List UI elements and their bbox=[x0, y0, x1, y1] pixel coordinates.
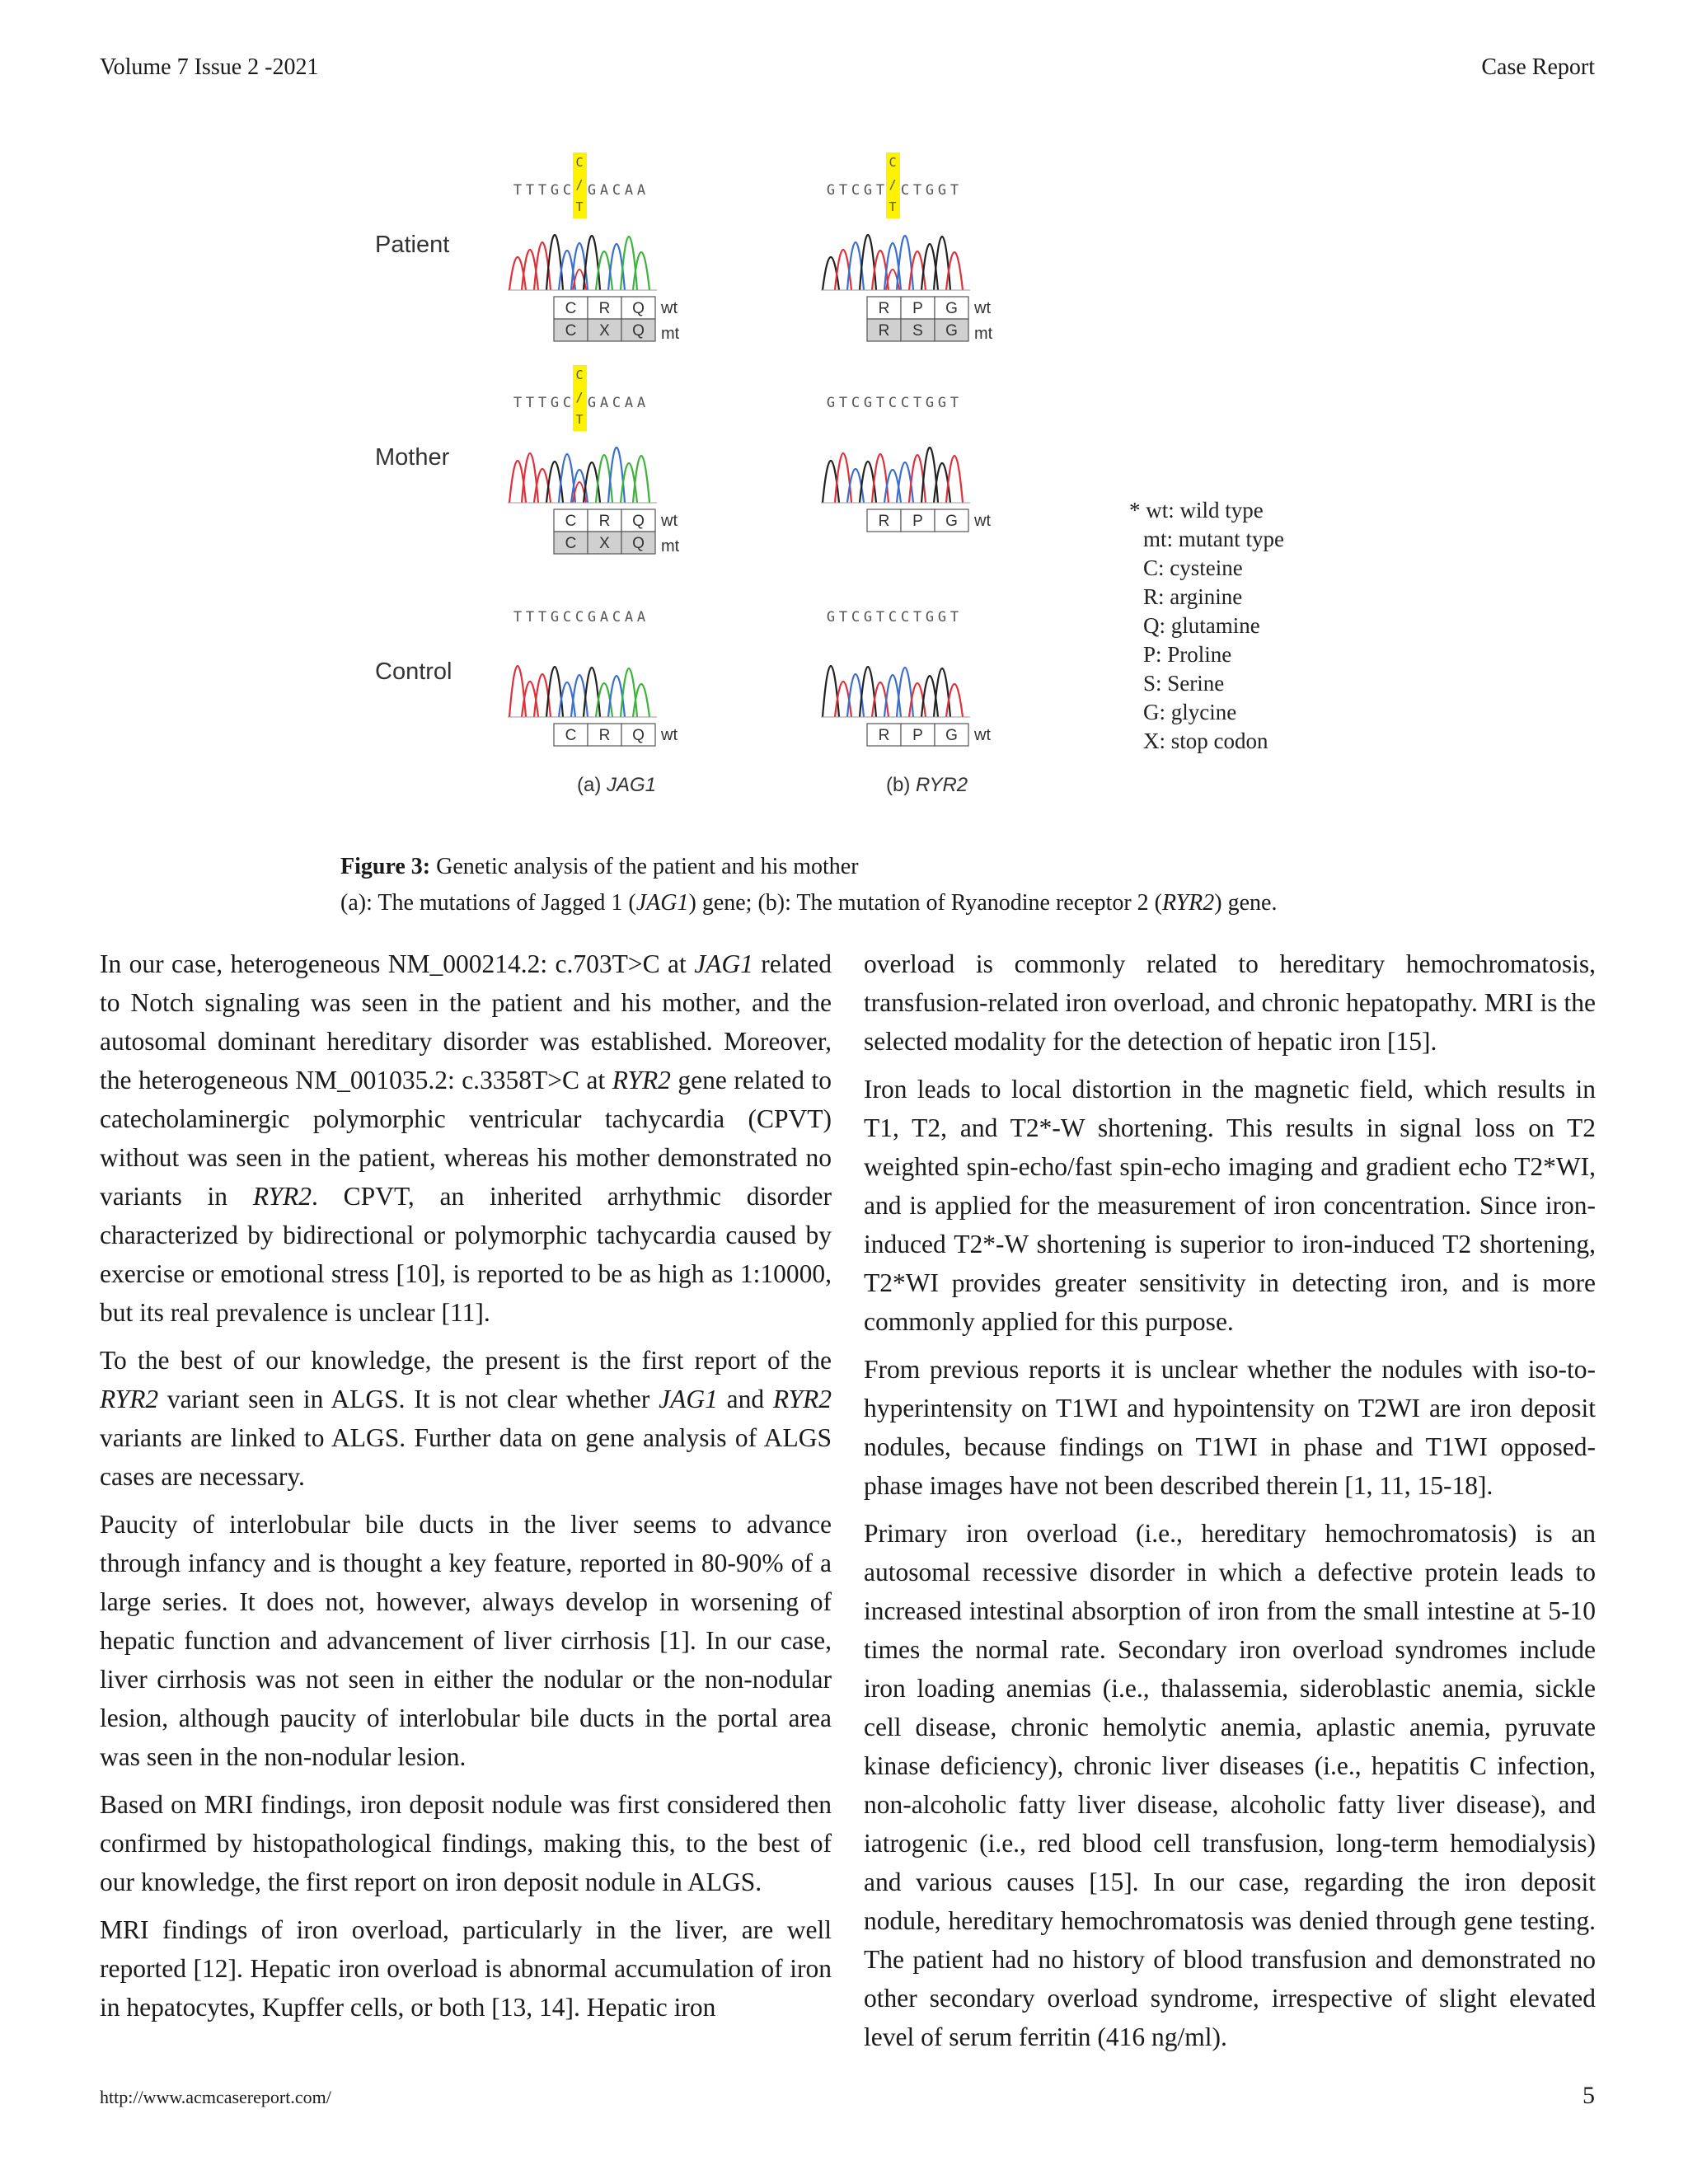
jag1-mt-amino-acid: X bbox=[599, 322, 610, 340]
jag1-base: C bbox=[612, 395, 621, 411]
ryr2-base: T bbox=[912, 395, 922, 411]
legend-entry: X: stop codon bbox=[1143, 729, 1268, 753]
ryr2-base: C bbox=[888, 395, 898, 411]
figure-caption bbox=[340, 849, 1577, 921]
ryr2-base: C bbox=[900, 182, 910, 199]
jag1-wt-amino-acid: R bbox=[598, 513, 611, 530]
ryr2-mt-amino-acid: S bbox=[912, 322, 923, 340]
paragraph bbox=[864, 1514, 1596, 2056]
ryr2-base: G bbox=[937, 395, 947, 411]
journal-url[interactable]: http://www.acmcasereport.com/ bbox=[100, 2087, 331, 2107]
jag1-mt-amino-acid: C bbox=[565, 535, 577, 552]
text-run: and bbox=[717, 1385, 773, 1413]
caption-text: ) gene. bbox=[1214, 890, 1278, 916]
ryr2-base: G bbox=[826, 182, 836, 199]
ryr2-mt-label: mt bbox=[974, 325, 993, 343]
jag1-wt-amino-acid: C bbox=[565, 300, 577, 317]
gene-name: RYR2 bbox=[772, 1385, 832, 1413]
jag1-variant-base: T bbox=[575, 412, 584, 427]
text-run: variants are linked to ALGS. Further data on gene analysis of ALGS cases are necessary. bbox=[100, 1423, 832, 1491]
ryr2-base: G bbox=[937, 609, 947, 626]
jag1-base: T bbox=[513, 395, 523, 411]
ryr2-base: C bbox=[888, 609, 898, 626]
jag1-base: T bbox=[537, 182, 547, 199]
article-type: Case Report bbox=[1481, 54, 1595, 80]
legend-entry: C: cysteine bbox=[1143, 555, 1243, 580]
ryr2-mt-amino-acid: G bbox=[945, 322, 958, 340]
jag1-base: G bbox=[587, 182, 597, 199]
ryr2-base: T bbox=[875, 609, 885, 626]
caption-title: Genetic analysis of the patient and his mother bbox=[430, 854, 859, 879]
legend-entry: Q: glutamine bbox=[1143, 613, 1260, 638]
ryr2-base: T bbox=[912, 609, 922, 626]
ryr2-base: C bbox=[900, 395, 910, 411]
jag1-mt-amino-acid: X bbox=[599, 535, 610, 552]
text-run: To the best of our knowledge, the present is the first report of the bbox=[100, 1346, 832, 1375]
jag1-base: T bbox=[525, 609, 535, 626]
jag1-wt-amino-acid: C bbox=[565, 727, 577, 744]
jag1-base: T bbox=[513, 182, 523, 199]
text-run: gene related to catecholaminergic polymorphic ventricular tachycardia (CPVT) without was seen in the patient, whereas his mother demonstrated no variants in bbox=[100, 1066, 832, 1211]
paragraph bbox=[864, 944, 1596, 1061]
jag1-wt-amino-acid: Q bbox=[632, 300, 645, 317]
ryr2-wt-amino-acid: G bbox=[945, 513, 958, 530]
jag1-base: C bbox=[612, 609, 621, 626]
jag1-wt-label: wt bbox=[661, 512, 678, 530]
jag1-base: A bbox=[636, 395, 646, 411]
legend-entry: P: Proline bbox=[1143, 642, 1232, 667]
jag1-wt-label: wt bbox=[661, 299, 678, 317]
ryr2-base: C bbox=[900, 609, 910, 626]
jag1-base: G bbox=[587, 609, 597, 626]
jag1-wt-amino-acid: Q bbox=[632, 513, 645, 530]
ryr2-base: T bbox=[838, 609, 848, 626]
jag1-base: T bbox=[537, 609, 547, 626]
ryr2-base: T bbox=[912, 182, 922, 199]
text-run: related to Notch signaling was seen in the patient and his mother, and the autosomal dominant hereditary disorder was established. Moreover, the heterogeneous NM_001035.2: c.3358T>C at bbox=[100, 949, 832, 1094]
ryr2-wt-amino-acid: P bbox=[912, 727, 923, 744]
gene-name: RYR2 bbox=[252, 1182, 312, 1211]
panel-a-gene: JAG1 bbox=[607, 774, 657, 796]
paragraph bbox=[864, 1070, 1596, 1341]
jag1-base: C bbox=[562, 182, 572, 199]
caption-gene: RYR2 bbox=[1162, 890, 1215, 916]
jag1-peak bbox=[633, 684, 649, 717]
jag1-mt-amino-acid: Q bbox=[632, 535, 645, 552]
paragraph bbox=[100, 1785, 832, 1901]
legend-entry: mt: mutant type bbox=[1143, 527, 1284, 551]
ryr2-variant-base: T bbox=[889, 199, 897, 214]
ryr2-wt-label: wt bbox=[974, 726, 991, 744]
ryr2-wt-amino-acid: G bbox=[945, 300, 958, 317]
panel-a-label bbox=[577, 774, 656, 796]
ryr2-base: G bbox=[925, 395, 935, 411]
row-label-mother: Mother bbox=[375, 444, 450, 471]
row-label-control: Control bbox=[375, 658, 452, 685]
ryr2-wt-amino-acid: P bbox=[912, 300, 923, 317]
panel-a-prefix: (a) bbox=[577, 774, 607, 796]
jag1-base: C bbox=[574, 609, 584, 626]
jag1-mt-label: mt bbox=[661, 537, 680, 555]
jag1-base: G bbox=[550, 609, 560, 626]
row-label-patient: Patient bbox=[375, 232, 450, 258]
ryr2-base: C bbox=[851, 182, 860, 199]
text-run: Primary iron overload (i.e., hereditary hemochromatosis) is an autosomal recessive disorder in which a defective protein leads to increased intestinal absorption of iron from the small intestine at 5-10 times the normal rate. Secondary iron overload syndromes include iron loading anemias (i.e., thalassemia, sideroblastic anemia, sickle cell disease, chronic hemolytic anemia, aplastic anemia, pyruvate kinase deficiency), chronic liver diseases (i.e., hepatitis C infection, non-alcoholic fatty liver disease, alcoholic fatty liver disease), and iatrogenic (i.e., red blood cell transfusion, long-term hemodialysis) and various causes [15]. In our case, regarding the iron deposit nodule, hereditary hemochromatosis was denied through gene testing. The patient had no history of blood transfusion and demonstrated no other secondary overload syndrome, irrespective of slight elevated level of serum ferritin (416 ng/ml). bbox=[864, 1519, 1596, 2051]
jag1-base: C bbox=[562, 609, 572, 626]
jag1-base: T bbox=[525, 395, 535, 411]
paragraph bbox=[100, 944, 832, 1332]
ryr2-base: G bbox=[826, 395, 836, 411]
legend-entry: R: arginine bbox=[1143, 584, 1243, 609]
jag1-base: A bbox=[624, 395, 634, 411]
jag1-variant-base: C bbox=[575, 155, 584, 170]
jag1-wt-amino-acid: C bbox=[565, 513, 577, 530]
ryr2-peak bbox=[946, 252, 963, 290]
caption-text: (a): The mutations of Jagged 1 ( bbox=[340, 890, 636, 916]
ryr2-base: C bbox=[851, 609, 860, 626]
text-run: Paucity of interlobular bile ducts in the liver seems to advance through infancy and is thought a key feature, reported in 80-90% of a large series. It does not, however, always develop in worsening of hepatic function and advancement of liver cirrhosis [1]. In our case, liver cirrhosis was not seen in either the nodular or the non-nodular lesion, although paucity of interlobular bile ducts in the portal area was seen in the non-nodular lesion. bbox=[100, 1510, 832, 1771]
jag1-wt-amino-acid: Q bbox=[632, 727, 645, 744]
ryr2-wt-amino-acid: R bbox=[878, 513, 890, 530]
panel-b-gene: RYR2 bbox=[916, 774, 968, 796]
jag1-wt-label: wt bbox=[661, 726, 678, 744]
gene-name: JAG1 bbox=[659, 1385, 718, 1413]
ryr2-wt-label: wt bbox=[974, 512, 991, 530]
text-run: overload is commonly related to hereditary hemochromatosis, transfusion-related iron overload, and chronic hepatopathy. MRI is the selected modality for the detection of hepatic iron [15]. bbox=[864, 949, 1596, 1056]
jag1-variant-base: / bbox=[575, 390, 584, 405]
jag1-mt-amino-acid: Q bbox=[632, 322, 645, 340]
gene-name: JAG1 bbox=[694, 949, 753, 978]
jag1-base: G bbox=[550, 182, 560, 199]
caption-text: ) gene; (b): The mutation of Ryanodine receptor 2 ( bbox=[688, 890, 1163, 916]
panel-b-prefix: (b) bbox=[886, 774, 916, 796]
text-run: From previous reports it is unclear whether the nodules with iso-to-hyperintensity on T1WI and hypointensity on T2WI are iron deposit nodules, because findings on T1WI in phase and T1WI opposed-phase images have not been described therein [1, 11, 15-18]. bbox=[864, 1355, 1596, 1500]
jag1-variant-base: T bbox=[575, 199, 584, 214]
text-run: MRI findings of iron overload, particularly in the liver, are well reported [12]. Hepatic iron overload is abnormal accumulation of iron in hepatocytes, Kupffer cells, or both [13, 14]. Hepatic iron bbox=[100, 1915, 832, 2022]
ryr2-base: G bbox=[937, 182, 947, 199]
right-column bbox=[864, 944, 1596, 2065]
ryr2-base: G bbox=[863, 609, 873, 626]
caption-gene: JAG1 bbox=[635, 890, 689, 916]
jag1-base: A bbox=[624, 182, 634, 199]
figure-3-chromatograms bbox=[330, 148, 1352, 808]
left-column bbox=[100, 944, 832, 2036]
text-run: In our case, heterogeneous NM_000214.2: c.703T>C at bbox=[100, 949, 695, 978]
jag1-variant-base: C bbox=[575, 368, 584, 382]
ryr2-base: G bbox=[925, 182, 935, 199]
jag1-base: A bbox=[636, 182, 646, 199]
page-number: 5 bbox=[1582, 2082, 1595, 2109]
ryr2-variant-base: C bbox=[889, 155, 897, 170]
jag1-base: C bbox=[612, 182, 621, 199]
jag1-wt-amino-acid: R bbox=[598, 300, 611, 317]
ryr2-wt-amino-acid: R bbox=[878, 300, 890, 317]
ryr2-base: G bbox=[826, 609, 836, 626]
legend-entry: * wt: wild type bbox=[1129, 498, 1264, 523]
jag1-base: T bbox=[513, 609, 523, 626]
jag1-base: G bbox=[587, 395, 597, 411]
journal-volume: Volume 7 Issue 2 -2021 bbox=[100, 54, 319, 80]
text-run: Based on MRI findings, iron deposit nodule was first considered then confirmed by histopathological findings, making this, to the best of our knowledge, the first report on iron deposit nodule in ALGS. bbox=[100, 1790, 832, 1896]
ryr2-peak bbox=[946, 684, 963, 717]
ryr2-mt-amino-acid: R bbox=[878, 322, 890, 340]
caption-line-2 bbox=[340, 885, 1577, 921]
text-run: . CPVT, an inherited arrhythmic disorder characterized by bidirectional or polymorphic tachycardia caused by exercise or emotional stress [10], is reported to be as high as 1:10000, but its real prevalence is unclear [11]. bbox=[100, 1182, 832, 1327]
ryr2-base: T bbox=[950, 395, 959, 411]
jag1-peak bbox=[633, 252, 649, 290]
ryr2-base: C bbox=[851, 395, 860, 411]
jag1-mt-amino-acid: C bbox=[565, 322, 577, 340]
ryr2-base: T bbox=[875, 182, 885, 199]
jag1-variant-base: / bbox=[575, 177, 584, 192]
ryr2-base: T bbox=[838, 395, 848, 411]
caption-line-1 bbox=[340, 849, 1577, 885]
ryr2-wt-label: wt bbox=[974, 299, 991, 317]
jag1-mt-label: mt bbox=[661, 325, 680, 343]
jag1-base: G bbox=[550, 395, 560, 411]
ryr2-base: G bbox=[925, 609, 935, 626]
ryr2-wt-amino-acid: G bbox=[945, 727, 958, 744]
paragraph bbox=[100, 1341, 832, 1496]
ryr2-base: T bbox=[950, 609, 959, 626]
jag1-base: A bbox=[599, 395, 609, 411]
paragraph bbox=[864, 1350, 1596, 1505]
text-run: Iron leads to local distortion in the magnetic field, which results in T1, T2, and T2*-W shortening. This results in signal loss on T2 weighted spin-echo/fast spin-echo imaging and gradient echo T2*WI, and is applied for the measurement of iron concentration. Since iron-induced T2*-W shortening is superior to iron-induced T2 shortening, T2*WI provides greater sensitivity in detecting iron, and is more commonly applied for this purpose. bbox=[864, 1075, 1596, 1336]
panel-b-label bbox=[886, 774, 968, 796]
paragraph bbox=[100, 1505, 832, 1776]
jag1-base: T bbox=[537, 395, 547, 411]
legend-entry: G: glycine bbox=[1143, 700, 1237, 724]
jag1-base: T bbox=[525, 182, 535, 199]
ryr2-wt-amino-acid: R bbox=[878, 727, 890, 744]
text-run: variant seen in ALGS. It is not clear whether bbox=[158, 1385, 659, 1413]
ryr2-base: T bbox=[875, 395, 885, 411]
jag1-base: A bbox=[599, 182, 609, 199]
caption-label: Figure 3: bbox=[340, 854, 431, 879]
paragraph bbox=[100, 1910, 832, 2027]
legend-entry: S: Serine bbox=[1143, 671, 1225, 696]
ryr2-base: T bbox=[950, 182, 959, 199]
gene-name: RYR2 bbox=[612, 1066, 671, 1094]
gene-name: RYR2 bbox=[100, 1385, 159, 1413]
jag1-wt-amino-acid: R bbox=[598, 727, 611, 744]
ryr2-base: T bbox=[838, 182, 848, 199]
jag1-base: A bbox=[624, 609, 634, 626]
jag1-base: A bbox=[599, 609, 609, 626]
ryr2-base: G bbox=[863, 182, 873, 199]
ryr2-base: G bbox=[863, 395, 873, 411]
jag1-base: A bbox=[636, 609, 646, 626]
ryr2-variant-base: / bbox=[889, 177, 897, 192]
ryr2-wt-amino-acid: P bbox=[912, 513, 923, 530]
jag1-base: C bbox=[562, 395, 572, 411]
